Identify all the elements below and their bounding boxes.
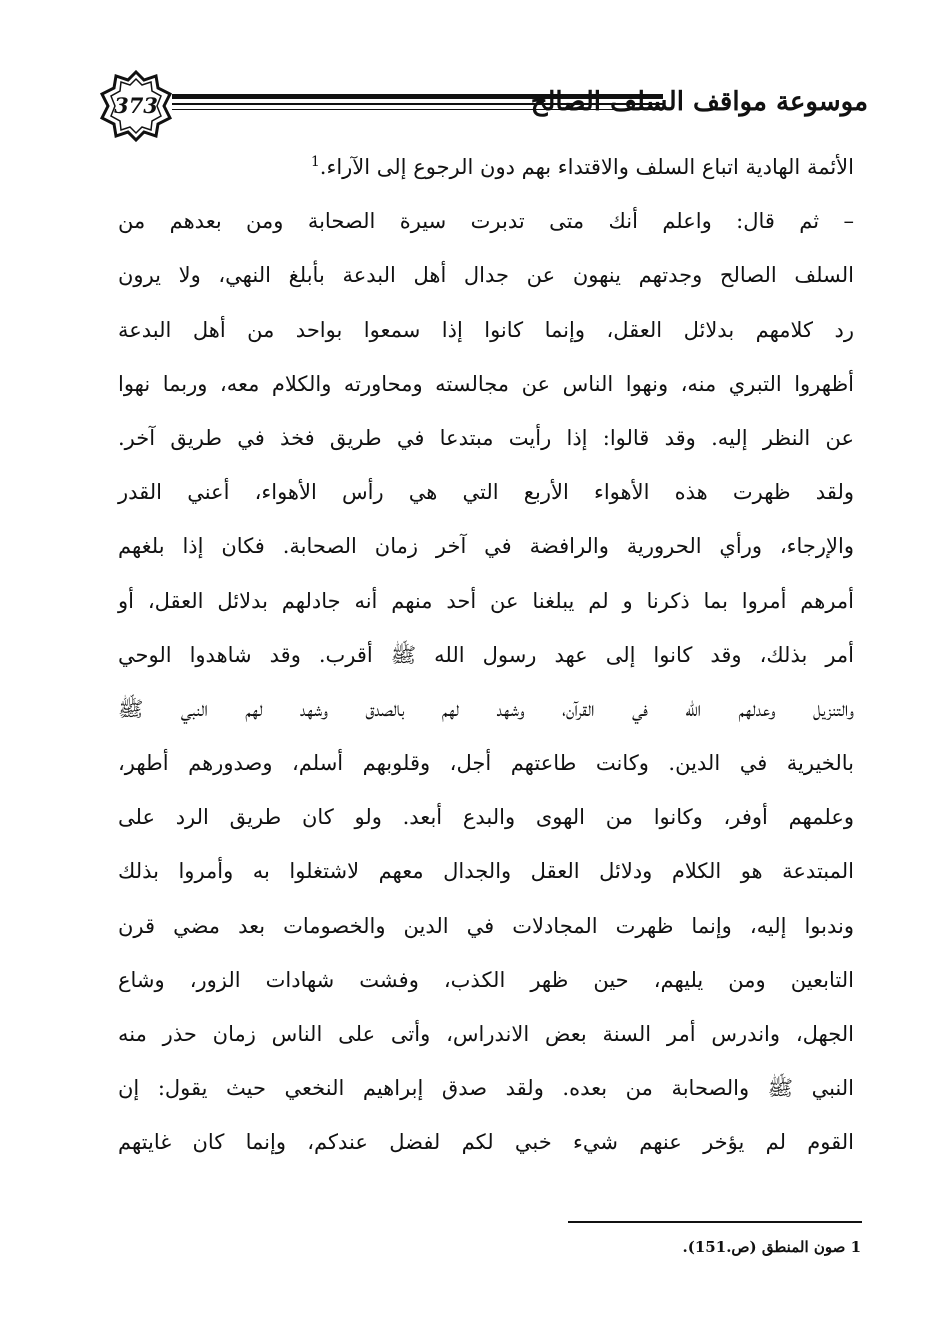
body-text: [118, 140, 854, 1170]
text-line: وندبوا إليه، وإنما ظهرت المجادلات في الدين والخصومات بعد مضي قرن: [118, 913, 854, 938]
text-line: المبتدعة هو الكلام ودلائل العقل والجدال معهم لاشتغلوا به وأمروا بذلك: [118, 859, 854, 884]
text-line: القوم لم يؤخر عنهم شيء خبي لكم لفضل عندكم، وإنما كان غايتهم: [118, 1130, 854, 1155]
footnote-divider: [568, 1221, 862, 1223]
page-number: 373: [114, 93, 158, 118]
running-title: موسوعة مواقف السلف الصالح: [530, 87, 868, 117]
text-line: والإرجاء، ورأي الحرورية والرافضة في آخر زمان الصحابة. فكان إذا بلغهم: [118, 534, 854, 559]
text-line: رد كلامهم بدلائل العقل، وإنما كانوا إذا سمعوا بواحد من أهل البدعة: [118, 317, 854, 342]
text-line: أمرهم أمروا بما ذكرنا و لم يبلغنا عن أحد منهم أنه جادلهم بدلائل العقل، أو: [118, 588, 854, 613]
text-line: وعلمهم أوفر، وكانوا من الهوى والبدع أبعد. ولو كان طريق الرد على: [118, 805, 854, 830]
text-line: أمر بذلك، وقد كانوا إلى عهد رسول الله ﷺ أقرب. وقد شاهدوا الوحي: [118, 642, 854, 667]
text-line: [118, 140, 854, 194]
footnote-reference: 1: [310, 154, 320, 170]
page-header: [100, 70, 868, 142]
text-line: بالخيرية في الدين. وكانت طاعتهم أجل، وقلوبهم أسلم، وصدورهم أطهر،: [118, 751, 854, 776]
page-number-badge: [100, 70, 172, 142]
footnote: 1 صون المنطق (ص.151).: [682, 1238, 861, 1256]
text-line: – ثم قال: واعلم أنك متى تدبرت سيرة الصحابة ومن بعدهم من: [118, 209, 854, 234]
text-line: الجهل، واندرس أمر السنة بعض الاندراس، وأتى على الناس زمان حذر منه: [118, 1022, 854, 1046]
text-line: التابعين ومن يليهم، حين ظهر الكذب، وفشت شهادات الزور، وشاع: [118, 967, 854, 992]
line-text: الأئمة الهادية اتباع السلف والاقتداء بهم دون الرجوع إلى الآراء.: [319, 155, 854, 179]
text-line: النبي ﷺ والصحابة من بعده. ولقد صدق إبراهيم النخعي حيث يقول: إن: [118, 1076, 854, 1101]
text-line: عن النظر إليه. وقد قالوا: إذا رأيت مبتدعا في طريق فخذ في طريق آخر.: [118, 425, 854, 450]
text-line: السلف الصالح وجدتهم ينهون عن جدال أهل البدعة بأبلغ النهي، ولا يرون: [118, 263, 854, 288]
text-line: أظهروا التبري منه، ونهوا الناس عن مجالسته ومحاورته والكلام معه، وربما نهوا: [118, 371, 854, 396]
text-line: ولقد ظهرت هذه الأهواء الأربع التي هي رأس الأهواء، أعني القدر: [118, 480, 854, 505]
text-line: والتنزيل وعدلهم الله في القرآن، وشهد لهم بالصدق وشهد لهم النبي ﷺ: [118, 696, 854, 721]
